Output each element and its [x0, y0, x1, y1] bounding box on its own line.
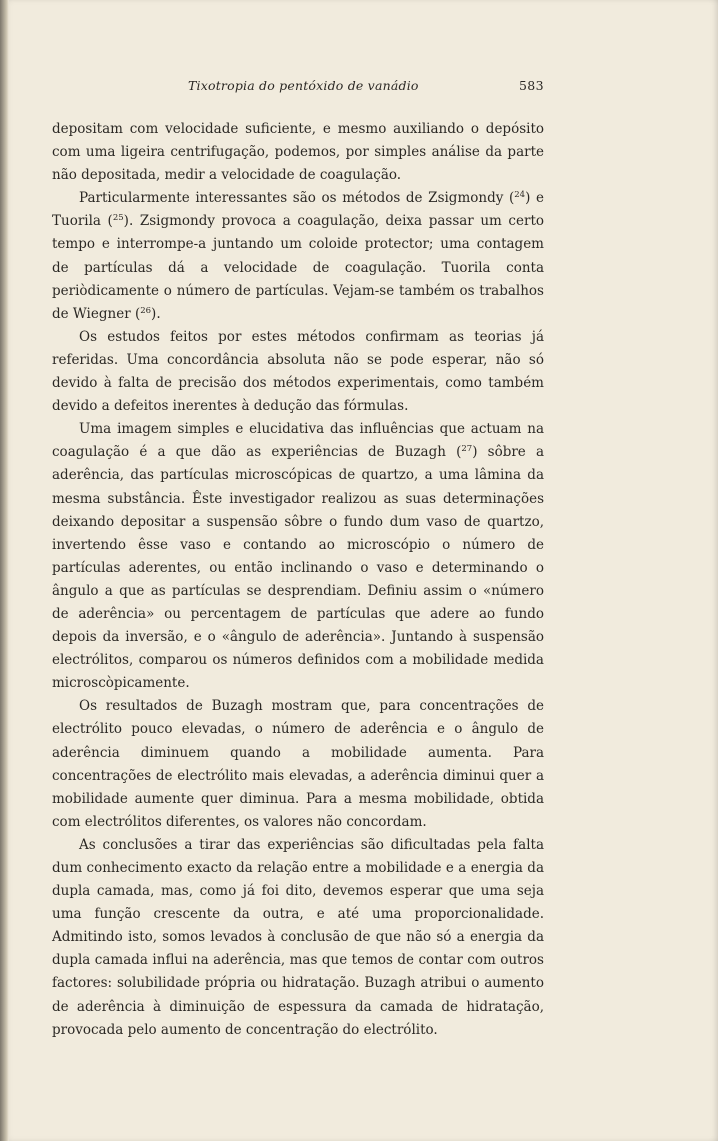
- paragraph-1: depositam com velocidade suficiente, e mesmo auxiliando o depósito com uma ligeira centrifugação, podemos, por simples análise da parte não depositada, medir a velocidade de coagulação.: [52, 121, 544, 184]
- paragraph-3: Os estudos feitos por estes métodos confirmam as teorias já referidas. Uma concordância absoluta não se pode esperar, não só devido à falta de precisão dos métodos experimentais, como também devido a defeitos inerentes à dedução das fórmulas.: [52, 328, 544, 415]
- running-title: Tixotropia do pentóxido de vanádio: [188, 78, 419, 93]
- body-text: [52, 118, 544, 1042]
- citation-24: 24: [514, 190, 526, 201]
- citation-25: 25: [112, 213, 124, 224]
- paragraph-6: As conclusões a tirar das experiências são dificultadas pela falta dum conhecimento exacto da relação entre a mobilidade e a energia da dupla camada, mas, como já foi dito, devemos esperar que uma seja uma função crescente da outra, e até uma proporcionalidade. Admitindo isto, somos levados à conclusão de que não só a energia da dupla camada influi na aderência, mas que temos de contar com outros factores: solubilidade própria ou hidratação. Buzagh atribui o aumento de aderência à diminuição de espessura da camada de hidratação, provocada pelo aumento de concentração do electrólito.: [52, 836, 544, 1038]
- paragraph-4: Uma imagem simples e elucidativa das influências que actuam na coagulação é a que dão as experiências de Buzagh ($^{27}$) sôbre a aderência, das partículas microscópicas de quartzo, a uma lâmina da mesma substância. Êste investigador realizou as suas determinações deixando depositar a suspensão sôbre o fundo dum vaso de quartzo, invertendo êsse vaso e contando ao microscópio o número de partículas aderentes, ou então inclinando o vaso e determinando o ângulo a que as partículas se desprendiam. Definiu assim o «número de aderência» ou percentagem de partículas que adere ao fundo depois da inversão, e o «ângulo de aderência». Juntando à suspensão electrólitos, comparou os números definidos com a mobilidade medida microscòpicamente.: [52, 421, 544, 692]
- page-number: 583: [518, 78, 544, 93]
- page-binding-shadow: [0, 0, 9, 1141]
- page-header: [52, 78, 544, 98]
- citation-27: 27: [461, 444, 473, 455]
- citation-26: 26: [140, 305, 152, 316]
- paragraph-2: Particularmente interessantes são os métodos de Zsigmondy ($^{24}$) e Tuorila ($^{25}$). Zsigmondy provoca a coagulação, deixa passar um certo tempo e interrompe-a juntando um coloide protector; uma contagem de partículas dá a velocidade de coagulação. Tuorila conta periòdicamente o número de partículas. Vejam-se também os trabalhos de Wiegner ($^{26}$).: [52, 190, 544, 322]
- paragraph-5: Os resultados de Buzagh mostram que, para concentrações de electrólito pouco elevadas, o número de aderência e o ângulo de aderência diminuem quando a mobilidade aumenta. Para concentrações de electrólito mais elevadas, a aderência diminui quer a mobilidade aumente quer diminua. Para a mesma mobilidade, obtida com electrólitos diferentes, os valores não concordam.: [52, 698, 544, 830]
